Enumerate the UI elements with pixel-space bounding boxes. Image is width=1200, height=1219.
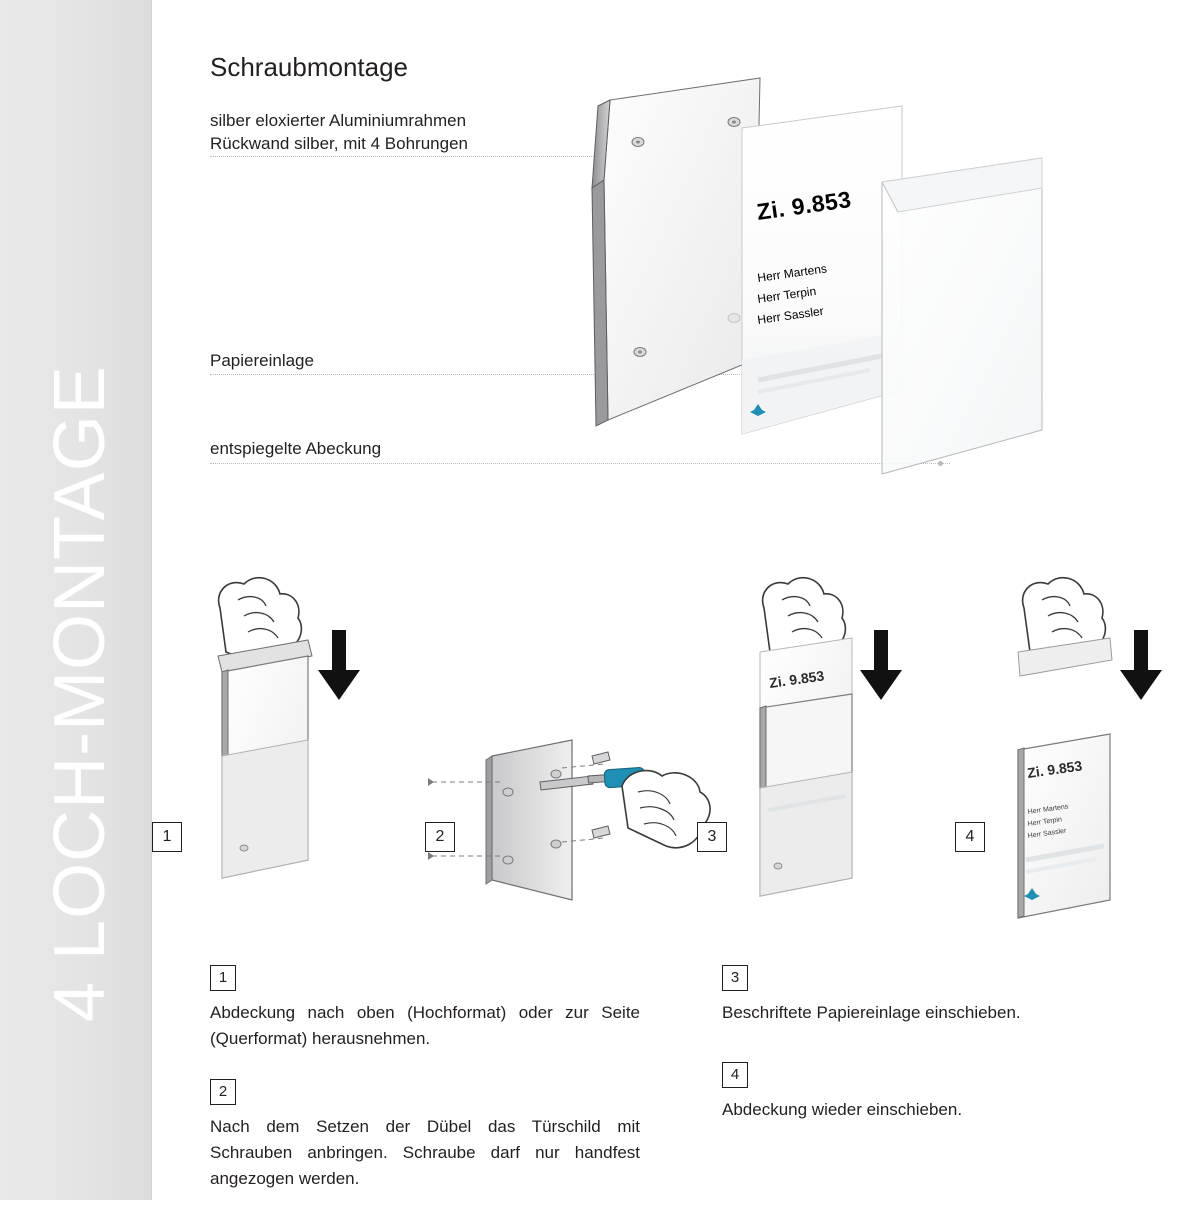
callout-paper: Papiereinlage <box>210 351 314 370</box>
caption-text-1: Abdeckung nach oben (Hochformat) oder zur Seite (Querformat) herausnehmen. <box>210 1003 640 1049</box>
exploded-assembly-diagram <box>582 60 1200 540</box>
step-4-name-2: Herr Terpin <box>1027 816 1063 828</box>
step-illustrations <box>152 560 1200 940</box>
diagram-name-1: Herr Martens <box>756 261 828 285</box>
step-4-name-3: Herr Sassler <box>1027 827 1067 840</box>
step-4-illustration <box>1018 578 1162 918</box>
step-1-arrow-icon <box>318 630 360 700</box>
side-band-title: 4 LOCH-MONTAGE <box>40 365 120 1022</box>
captions-right-column <box>722 965 1152 1150</box>
diagram-back-panel <box>592 78 760 426</box>
caption-number-4: 4 <box>722 1062 748 1088</box>
step-3-room-number: Zi. 9.853 <box>768 667 826 691</box>
step-2-illustration <box>428 740 710 900</box>
step-4-arrow-icon <box>1120 630 1162 700</box>
page-title: Schraubmontage <box>210 52 409 82</box>
callout-frame-line1: silber eloxierter Aluminiumrahmen <box>210 111 467 130</box>
diagram-name-3: Herr Sassler <box>756 303 825 327</box>
captions-left-column <box>210 965 640 1219</box>
step-marker-1: 1 <box>152 822 182 852</box>
diagram-cover <box>882 158 1042 474</box>
step-1-illustration <box>218 578 360 878</box>
step-marker-4: 4 <box>955 822 985 852</box>
step-3-illustration <box>760 578 902 896</box>
step-illustrations-svg <box>152 560 1200 940</box>
caption-text-4: Abdeckung wieder einschieben. <box>722 1100 963 1120</box>
callout-cover: entspiegelte Abeckung <box>210 439 382 458</box>
caption-text-2: Nach dem Setzen der Dübel das Türschild mit Schrauben anbringen. Schraube darf nur handfest angezogen werden. <box>210 1116 640 1189</box>
caption-number-2: 2 <box>210 1079 236 1105</box>
step-marker-3: 3 <box>697 822 727 852</box>
step-4-name-1: Herr Martens <box>1027 803 1069 816</box>
diagram-name-2: Herr Terpin <box>756 283 817 306</box>
caption-text-3: Beschriftete Papiereinlage einschieben. <box>722 1003 1021 1022</box>
exploded-assembly-svg <box>582 60 1200 540</box>
callout-frame <box>210 110 468 156</box>
caption-number-1: 1 <box>210 965 236 991</box>
callout-frame-line2: Rückwand silber, mit 4 Bohrungen <box>210 133 468 153</box>
side-band <box>0 0 152 1200</box>
step-3-arrow-icon <box>860 630 902 700</box>
step-marker-2: 2 <box>425 822 455 852</box>
step-4-room-number: Zi. 9.853 <box>1026 757 1084 781</box>
caption-number-3: 3 <box>722 965 748 991</box>
diagram-room-number: Zi. 9.853 <box>755 185 854 225</box>
